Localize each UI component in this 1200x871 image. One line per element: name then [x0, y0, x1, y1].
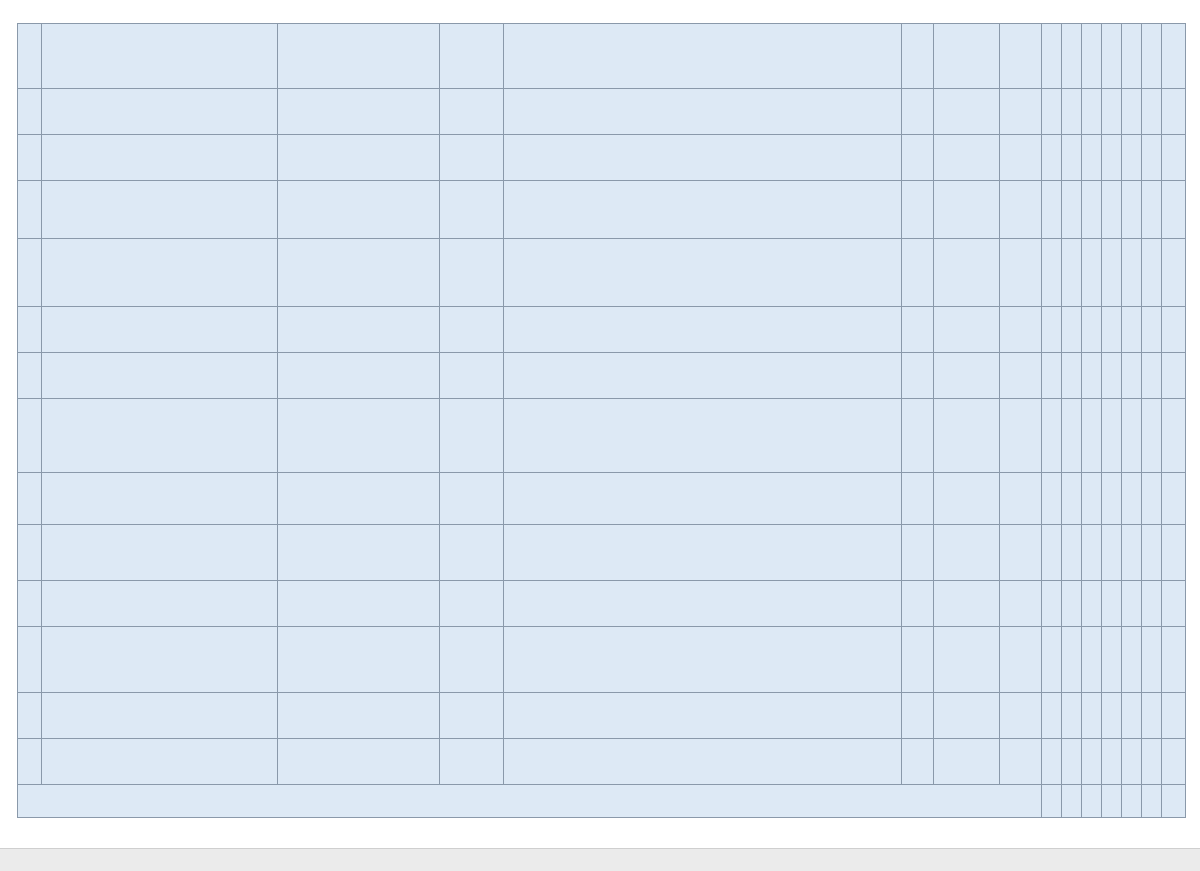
viewer-bottom-bar — [0, 848, 1200, 871]
table-cell — [1142, 239, 1162, 307]
table-cell — [18, 239, 42, 307]
table-cell — [1000, 581, 1042, 627]
table-cell — [278, 353, 440, 399]
table-cell — [1122, 239, 1142, 307]
table-cell — [1082, 581, 1102, 627]
table-cell — [278, 307, 440, 353]
table-cell — [1062, 473, 1082, 525]
table-cell — [1082, 239, 1102, 307]
total-cell — [1042, 785, 1062, 818]
table-cell — [1102, 89, 1122, 135]
table-cell — [1122, 353, 1142, 399]
column-header — [278, 24, 440, 89]
table-cell — [1162, 353, 1186, 399]
table-cell — [18, 353, 42, 399]
table-cell — [1102, 627, 1122, 693]
table-cell — [1042, 135, 1062, 181]
table-cell — [18, 693, 42, 739]
table-cell — [18, 307, 42, 353]
table-cell — [934, 627, 1000, 693]
table-cell — [1000, 473, 1042, 525]
table-cell — [1162, 135, 1186, 181]
table-cell — [1142, 307, 1162, 353]
table-cell — [1082, 399, 1102, 473]
table-cell — [42, 181, 278, 239]
table-cell — [902, 581, 934, 627]
table-cell — [1042, 307, 1062, 353]
table-cell — [1000, 181, 1042, 239]
table-cell — [18, 627, 42, 693]
total-cell — [1142, 785, 1162, 818]
table-cell — [1062, 135, 1082, 181]
table-cell — [1082, 135, 1102, 181]
column-header — [1000, 24, 1042, 89]
table-cell — [1102, 135, 1122, 181]
table-cell — [18, 581, 42, 627]
table-cell — [504, 89, 902, 135]
table-cell — [1162, 239, 1186, 307]
table-cell — [504, 135, 902, 181]
table-row — [18, 627, 1186, 693]
table-cell — [902, 181, 934, 239]
table-cell — [934, 307, 1000, 353]
table-cell — [1062, 89, 1082, 135]
total-cell — [1062, 785, 1082, 818]
table-cell — [18, 399, 42, 473]
table-cell — [1122, 181, 1142, 239]
table-cell — [278, 181, 440, 239]
table-row — [18, 181, 1186, 239]
table-cell — [42, 239, 278, 307]
table-cell — [278, 627, 440, 693]
table-row — [18, 307, 1186, 353]
document-title — [0, 4, 1200, 14]
table-cell — [504, 307, 902, 353]
table-cell — [934, 239, 1000, 307]
table-cell — [1082, 473, 1102, 525]
table-cell — [440, 693, 504, 739]
table-cell — [1102, 693, 1122, 739]
table-cell — [1142, 627, 1162, 693]
table-cell — [1062, 239, 1082, 307]
total-cell — [1122, 785, 1142, 818]
table-cell — [1082, 739, 1102, 785]
table-cell — [504, 739, 902, 785]
table-row — [18, 739, 1186, 785]
table-cell — [1042, 473, 1062, 525]
table-cell — [934, 473, 1000, 525]
table-cell — [1000, 693, 1042, 739]
table-cell — [1042, 239, 1062, 307]
table-cell — [902, 473, 934, 525]
table-cell — [1142, 399, 1162, 473]
table-cell — [1102, 399, 1122, 473]
total-cell — [1162, 785, 1186, 818]
table-cell — [1062, 307, 1082, 353]
table-cell — [440, 239, 504, 307]
column-header — [1122, 24, 1142, 89]
table-cell — [1102, 181, 1122, 239]
table-cell — [1042, 627, 1062, 693]
table-cell — [902, 353, 934, 399]
table-cell — [1122, 525, 1142, 581]
table-cell — [1102, 353, 1122, 399]
data-table — [17, 23, 1186, 818]
table-cell — [1162, 307, 1186, 353]
table-cell — [1162, 525, 1186, 581]
table-cell — [1000, 627, 1042, 693]
table-row — [18, 89, 1186, 135]
table-cell — [1062, 353, 1082, 399]
table-cell — [1082, 353, 1102, 399]
table-cell — [1142, 525, 1162, 581]
table-cell — [1082, 525, 1102, 581]
table-cell — [440, 525, 504, 581]
table-cell — [42, 525, 278, 581]
table-cell — [1062, 581, 1082, 627]
table-cell — [440, 473, 504, 525]
table-cell — [934, 135, 1000, 181]
table-cell — [1102, 581, 1122, 627]
table-row — [18, 581, 1186, 627]
table-header-row — [18, 24, 1186, 89]
table-cell — [902, 399, 934, 473]
table-row — [18, 693, 1186, 739]
table-cell — [1122, 307, 1142, 353]
column-header — [18, 24, 42, 89]
table-cell — [1142, 135, 1162, 181]
column-header — [504, 24, 902, 89]
column-header — [1062, 24, 1082, 89]
table-cell — [934, 525, 1000, 581]
column-header — [42, 24, 278, 89]
table-cell — [504, 473, 902, 525]
table-cell — [18, 473, 42, 525]
table-cell — [1142, 473, 1162, 525]
table-cell — [1000, 525, 1042, 581]
table-cell — [1142, 353, 1162, 399]
table-cell — [1102, 525, 1122, 581]
table-cell — [440, 135, 504, 181]
table-cell — [42, 307, 278, 353]
table-cell — [934, 693, 1000, 739]
total-label — [18, 785, 1042, 818]
table-cell — [42, 135, 278, 181]
table-cell — [440, 627, 504, 693]
table-cell — [504, 693, 902, 739]
table-cell — [278, 239, 440, 307]
table-cell — [1142, 693, 1162, 739]
column-header — [440, 24, 504, 89]
table-cell — [1042, 181, 1062, 239]
table-cell — [934, 739, 1000, 785]
table-cell — [902, 525, 934, 581]
table-cell — [1122, 135, 1142, 181]
table-cell — [42, 399, 278, 473]
table-cell — [18, 525, 42, 581]
table-cell — [1062, 739, 1082, 785]
table-cell — [18, 739, 42, 785]
table-cell — [1142, 181, 1162, 239]
table-cell — [440, 89, 504, 135]
table-cell — [278, 399, 440, 473]
table-cell — [1000, 135, 1042, 181]
table-cell — [1122, 739, 1142, 785]
column-header — [1042, 24, 1062, 89]
table-cell — [934, 89, 1000, 135]
table-row — [18, 239, 1186, 307]
table-cell — [1102, 473, 1122, 525]
table-cell — [504, 525, 902, 581]
table-row — [18, 399, 1186, 473]
table-cell — [1000, 239, 1042, 307]
table-cell — [42, 89, 278, 135]
table-cell — [1000, 399, 1042, 473]
table-cell — [18, 135, 42, 181]
table-cell — [504, 181, 902, 239]
table-cell — [440, 181, 504, 239]
table-cell — [1162, 693, 1186, 739]
table-cell — [902, 739, 934, 785]
table-cell — [504, 399, 902, 473]
table-cell — [1122, 581, 1142, 627]
table-cell — [1082, 627, 1102, 693]
table-cell — [1162, 627, 1186, 693]
table-cell — [42, 581, 278, 627]
table-cell — [440, 353, 504, 399]
table-cell — [440, 581, 504, 627]
table-cell — [18, 89, 42, 135]
table-cell — [42, 739, 278, 785]
table-cell — [1042, 581, 1062, 627]
table-cell — [1062, 525, 1082, 581]
table-row — [18, 353, 1186, 399]
table-cell — [278, 525, 440, 581]
table-cell — [278, 581, 440, 627]
total-cell — [1102, 785, 1122, 818]
table-cell — [902, 307, 934, 353]
table-cell — [1162, 473, 1186, 525]
column-header — [902, 24, 934, 89]
table-cell — [1142, 89, 1162, 135]
table-cell — [1102, 239, 1122, 307]
table-cell — [1000, 89, 1042, 135]
table-cell — [1082, 181, 1102, 239]
table-cell — [902, 239, 934, 307]
table-body — [18, 89, 1186, 785]
table-cell — [934, 353, 1000, 399]
table-cell — [1042, 693, 1062, 739]
table-cell — [1042, 399, 1062, 473]
table-cell — [278, 89, 440, 135]
table-cell — [1042, 89, 1062, 135]
table-cell — [1102, 307, 1122, 353]
table-cell — [278, 473, 440, 525]
table-cell — [440, 307, 504, 353]
table-cell — [278, 739, 440, 785]
total-cell — [1082, 785, 1102, 818]
table-cell — [1122, 693, 1142, 739]
table-cell — [504, 581, 902, 627]
table-cell — [1162, 399, 1186, 473]
table-cell — [1142, 581, 1162, 627]
table-cell — [1122, 627, 1142, 693]
table-cell — [504, 353, 902, 399]
table-cell — [1062, 181, 1082, 239]
table-cell — [42, 693, 278, 739]
column-header — [934, 24, 1000, 89]
table-row — [18, 473, 1186, 525]
table-cell — [1082, 89, 1102, 135]
column-header — [1142, 24, 1162, 89]
table-cell — [42, 627, 278, 693]
table-cell — [1062, 693, 1082, 739]
table-cell — [504, 627, 902, 693]
table-cell — [1042, 525, 1062, 581]
table-cell — [1000, 739, 1042, 785]
table-cell — [1062, 627, 1082, 693]
table-cell — [1142, 739, 1162, 785]
table-cell — [1122, 473, 1142, 525]
table-cell — [1162, 739, 1186, 785]
table-cell — [440, 399, 504, 473]
table-cell — [1162, 89, 1186, 135]
table-cell — [1102, 739, 1122, 785]
table-cell — [902, 627, 934, 693]
table-cell — [934, 581, 1000, 627]
total-row — [18, 785, 1186, 818]
table-cell — [934, 181, 1000, 239]
table-cell — [1000, 307, 1042, 353]
column-header — [1082, 24, 1102, 89]
table-cell — [902, 693, 934, 739]
column-header — [1162, 24, 1186, 89]
table-row — [18, 525, 1186, 581]
table-cell — [902, 135, 934, 181]
table-cell — [1082, 693, 1102, 739]
table-cell — [278, 135, 440, 181]
table-cell — [1000, 353, 1042, 399]
table-cell — [1122, 89, 1142, 135]
table-cell — [1042, 353, 1062, 399]
table-cell — [42, 473, 278, 525]
table-cell — [1062, 399, 1082, 473]
table-cell — [1162, 181, 1186, 239]
table-cell — [1042, 739, 1062, 785]
table-cell — [1082, 307, 1102, 353]
table-cell — [18, 181, 42, 239]
table-cell — [504, 239, 902, 307]
table-cell — [1162, 581, 1186, 627]
table-row — [18, 135, 1186, 181]
table-cell — [902, 89, 934, 135]
table-cell — [278, 693, 440, 739]
table-cell — [934, 399, 1000, 473]
table-cell — [440, 739, 504, 785]
table-cell — [1122, 399, 1142, 473]
table-cell — [42, 353, 278, 399]
column-header — [1102, 24, 1122, 89]
